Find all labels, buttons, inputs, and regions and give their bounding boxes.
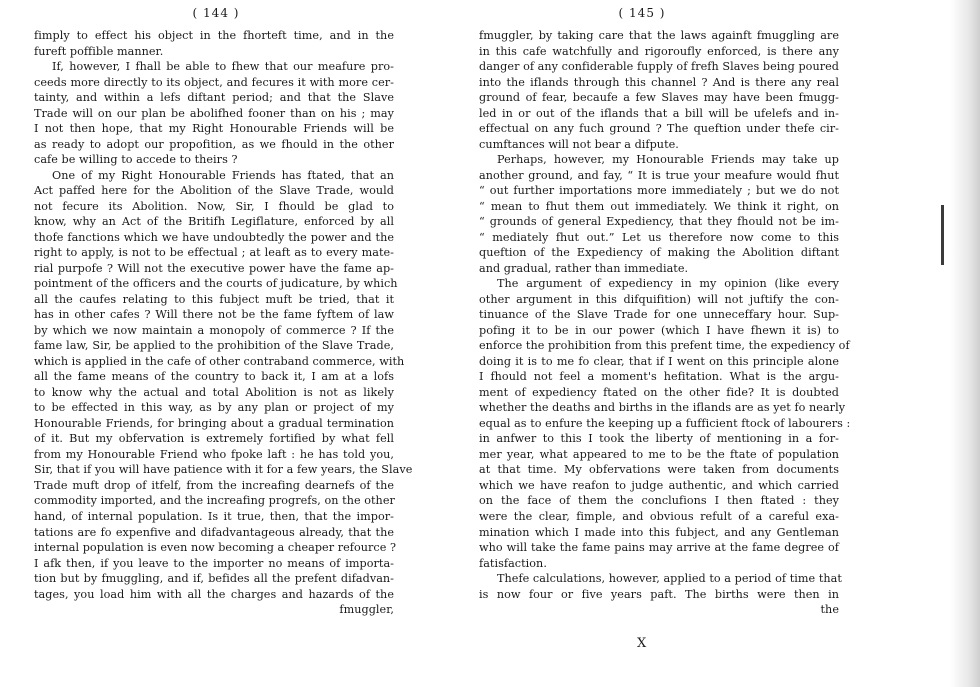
text-line: pointment of the officers and the courts of judicature, by which xyxy=(34,277,398,291)
page-number-right: ( 145 ) xyxy=(618,6,666,20)
text-line: mer year, what appeared to me to be the ftate of population xyxy=(479,447,839,461)
text-line: “ mean to fhut them out immediately. We think it right, on xyxy=(479,199,839,213)
text-line: of it. But my obfervation is extremely fortified by what fell xyxy=(34,432,394,446)
text-line: cumftances will not bear a difpute. xyxy=(479,137,679,151)
text-line: tainty, and within a lefs diftant period; and that the Slave xyxy=(34,91,394,105)
text-line: into the iflands through this channel ? And is there any real xyxy=(479,75,839,89)
text-line: who will take the fame pains may arrive at the fame degree of xyxy=(479,541,839,555)
text-line: “ out further importations more immediately ; but we do not xyxy=(479,184,839,198)
text-line: which we have reafon to judge authentic, and which carried xyxy=(479,478,839,492)
text-line: Honourable Friends, for bringing about a gradual termination xyxy=(34,416,394,430)
text-line: know, why an Act of the Britifh Legiflature, enforced by all xyxy=(34,215,394,229)
text-line: cafe be willing to accede to theirs ? xyxy=(34,153,238,167)
text-line: doing it is to me fo clear, that if I went on this principle alone xyxy=(479,354,839,368)
text-line: internal population is even now becoming a cheaper refource ? xyxy=(34,541,397,555)
margin-mark xyxy=(941,205,944,265)
text-line: mination which I made into this fubject, and any Gentleman xyxy=(479,525,839,539)
text-line: from my Honourable Friend who fpoke laft : he has told you, xyxy=(34,447,394,461)
text-line: on the face of them the conclufions I then ftated : they xyxy=(479,494,839,508)
text-line: which is applied in the cafe of other contraband commerce, with xyxy=(34,354,405,368)
text-line: at that time. My obfervations were taken from documents xyxy=(479,463,839,477)
text-line: “ mediately fhut out.” Let us therefore now come to this xyxy=(479,230,839,244)
text-line: fimply to effect his object in the fhorteft time, and in the xyxy=(34,29,394,42)
text-line: Trade muft drop of itfelf, from the increafing dearnefs of the xyxy=(34,478,394,492)
text-line: ground of fear, becaufe a few Slaves may have been fmugg- xyxy=(479,91,839,105)
text-line: fatisfaction. xyxy=(479,556,547,570)
text-line: thofe fanctions which we have undoubtedly the power and the xyxy=(34,230,394,244)
text-line: I fhould not feel a moment's hefitation. What is the argu- xyxy=(479,370,839,384)
right-page-text xyxy=(479,28,851,618)
text-line: ceeds more directly to its object, and fecures it with more cer- xyxy=(34,75,394,89)
text-line: Thefe calculations, however, applied to a period of time that xyxy=(497,572,842,586)
text-line: If, however, I fhall be able to fhew that our meafure pro- xyxy=(52,60,394,74)
text-line: and gradual, rather than immediate. xyxy=(479,261,689,275)
text-line: right to apply, is not to be effectual ; at leaft as to every mate- xyxy=(34,246,394,260)
text-line: “ grounds of general Expediency, that they fhould not be im- xyxy=(479,215,839,229)
text-line: tinuance of the Slave Trade for one unneceffary hour. Sup- xyxy=(479,308,839,322)
text-line: danger of any confiderable fupply of frefh Slaves being poured xyxy=(479,60,839,74)
text-line: pofing it to be in our power (which I have fhewn it is) to xyxy=(479,323,839,337)
text-line: whether the deaths and births in the iflands are as yet fo nearly xyxy=(479,401,846,415)
text-line: fureft poffible manner. xyxy=(34,44,164,58)
text-line: all the fame means of the country to back it, I am at a lofs xyxy=(34,370,394,384)
text-line: fmuggler, xyxy=(339,603,394,617)
text-line: has in other cafes ? Will there not be the fame fyftem of law xyxy=(34,308,394,322)
book-spine-shadow xyxy=(950,0,980,687)
text-line: another ground, and fay, “ It is true your meafure would fhut xyxy=(479,168,839,182)
text-line: Act paffed here for the Abolition of the Slave Trade, would xyxy=(34,184,394,198)
text-line: rial purpofe ? Will not the executive power have the fame ap- xyxy=(34,261,394,275)
text-line: tations are fo expenfive and difadvantageous already, that the xyxy=(34,525,394,539)
text-line: ment of expediency ftated on the other fide? It is doubted xyxy=(479,385,839,399)
text-line: commodity imported, and the increafing progrefs, on the other xyxy=(34,494,395,508)
text-line: One of my Right Honourable Friends has ftated, that an xyxy=(52,168,394,182)
text-line: hand, of internal population. Is it true, then, that the impor- xyxy=(34,509,394,523)
text-line: by which we now maintain a monopoly of commerce ? If the xyxy=(34,323,394,337)
text-line: fmuggler, by taking care that the laws againft fmuggling are xyxy=(479,29,839,42)
text-line: to be effected in this way, as by any plan or project of my xyxy=(34,401,394,415)
text-line: in this cafe watchfully and rigoroufly enforced, is there any xyxy=(479,44,839,58)
left-page-text xyxy=(34,28,413,618)
page-number-left: ( 144 ) xyxy=(192,6,240,20)
text-line: in anfwer to this I took the liberty of mentioning in a for- xyxy=(479,432,839,446)
text-line: as ready to adopt our propofition, as we fhould in the other xyxy=(34,137,394,151)
text-line: all the caufes relating to this fubject muft be tried, that it xyxy=(34,292,394,306)
text-line: tion but by fmuggling, and if, befides all the prefent difadvan- xyxy=(34,572,394,586)
text-line: is now four or five years paft. The births were then in xyxy=(479,587,839,601)
text-line: The argument of expediency in my opinion (like every xyxy=(497,277,839,291)
text-line: fame law, Sir, be applied to the prohibition of the Slave Trade, xyxy=(34,339,394,353)
text-line: tages, you load him with all the charges and hazards of the xyxy=(34,587,394,601)
text-line: led in or out of the iflands that a bill will be ufelefs and in- xyxy=(479,106,839,120)
text-line: I not then hope, that my Right Honourable Friends will be xyxy=(34,122,394,136)
text-line: enforce the prohibition from this prefent time, the expediency of xyxy=(479,339,850,353)
text-line: queftion of the Expediency of making the Abolition diftant xyxy=(479,246,839,260)
text-line: the xyxy=(820,603,839,617)
text-line: Sir, that if you will have patience with it for a few years, the Slave xyxy=(34,463,413,477)
signature-mark: X xyxy=(637,636,647,651)
text-line: other argument in this difquifition) will not juftify the con- xyxy=(479,292,839,306)
text-line: I afk then, if you leave to the importer no means of importa- xyxy=(34,556,394,570)
text-line: equal as to enfure the keeping up a fufficient ftock of labourers : xyxy=(479,416,851,430)
text-line: effectual on any fuch ground ? The queftion under thefe cir- xyxy=(479,122,839,136)
text-line: Perhaps, however, my Honourable Friends may take up xyxy=(497,153,839,167)
text-line: to know why the actual and total Abolition is not as likely xyxy=(34,385,394,399)
text-line: not fecure its Abolition. Now, Sir, I fhould be glad to xyxy=(34,199,394,213)
text-line: Trade will on our plan be abolifhed fooner than on his ; may xyxy=(34,106,394,120)
text-line: were the clear, fimple, and obvious refult of a careful exa- xyxy=(479,509,839,523)
